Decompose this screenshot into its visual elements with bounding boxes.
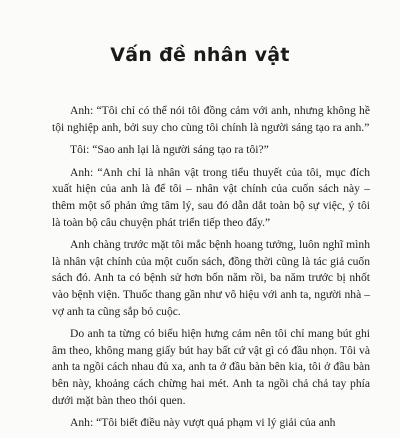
chapter-body [52, 103, 370, 438]
paragraph: Anh: “Tôi chỉ có thể nói tôi đồng cảm với anh, nhưng không hề tội nghiệp anh, bởi suy cho cùng tôi chính là người sáng tạo ra anh.” [52, 104, 370, 134]
paragraph: Anh: “Tôi biết điều này vượt quá phạm vi lý giải của anh [70, 416, 336, 430]
paragraph: Anh: “Anh chỉ là nhân vật trong tiểu thuyết của tôi, mục đích xuất hiện của anh là để tôi – nhân vật chính của cuốn sách này – thêm một số phản ứng tâm lý, sau đó dẫn dắt toàn bộ sự việc, ý tôi là toàn bộ câu chuyện phát triển tiếp theo đấy.” [52, 165, 370, 229]
paragraph: Tôi: “Sao anh lại là người sáng tạo ra tôi?” [70, 143, 269, 157]
paragraph: Anh chàng trước mặt tôi mắc bệnh hoang tưởng, luôn nghĩ mình là nhân vật chính của một cuốn sách, đồng thời cũng là tác giả cuốn sách đó. Anh ta có bệnh sử hơn bốn năm rồi, ba năm trước bị nhốt vào bệnh viện. Thuốc thang gần như vô hiệu với anh ta, người nhà – vợ anh ta cũng sắp bỏ cuộc. [52, 238, 370, 318]
paragraph: Do anh ta từng có biểu hiện hưng cảm nên tôi chỉ mang bút ghi âm theo, không mang giấy bút hay bất cứ vật gì có đầu nhọn. Tôi và anh ta ngồi cách nhau đủ xa, anh ta ở đầu bàn bên kia, tôi ở đầu bàn bên này, khoảng cách chừng hai mét. Anh ta ngồi chả chả tay phía dưới mặt bàn theo thói quen. [52, 327, 370, 407]
chapter-title: Vấn đề nhân vật [110, 44, 290, 66]
